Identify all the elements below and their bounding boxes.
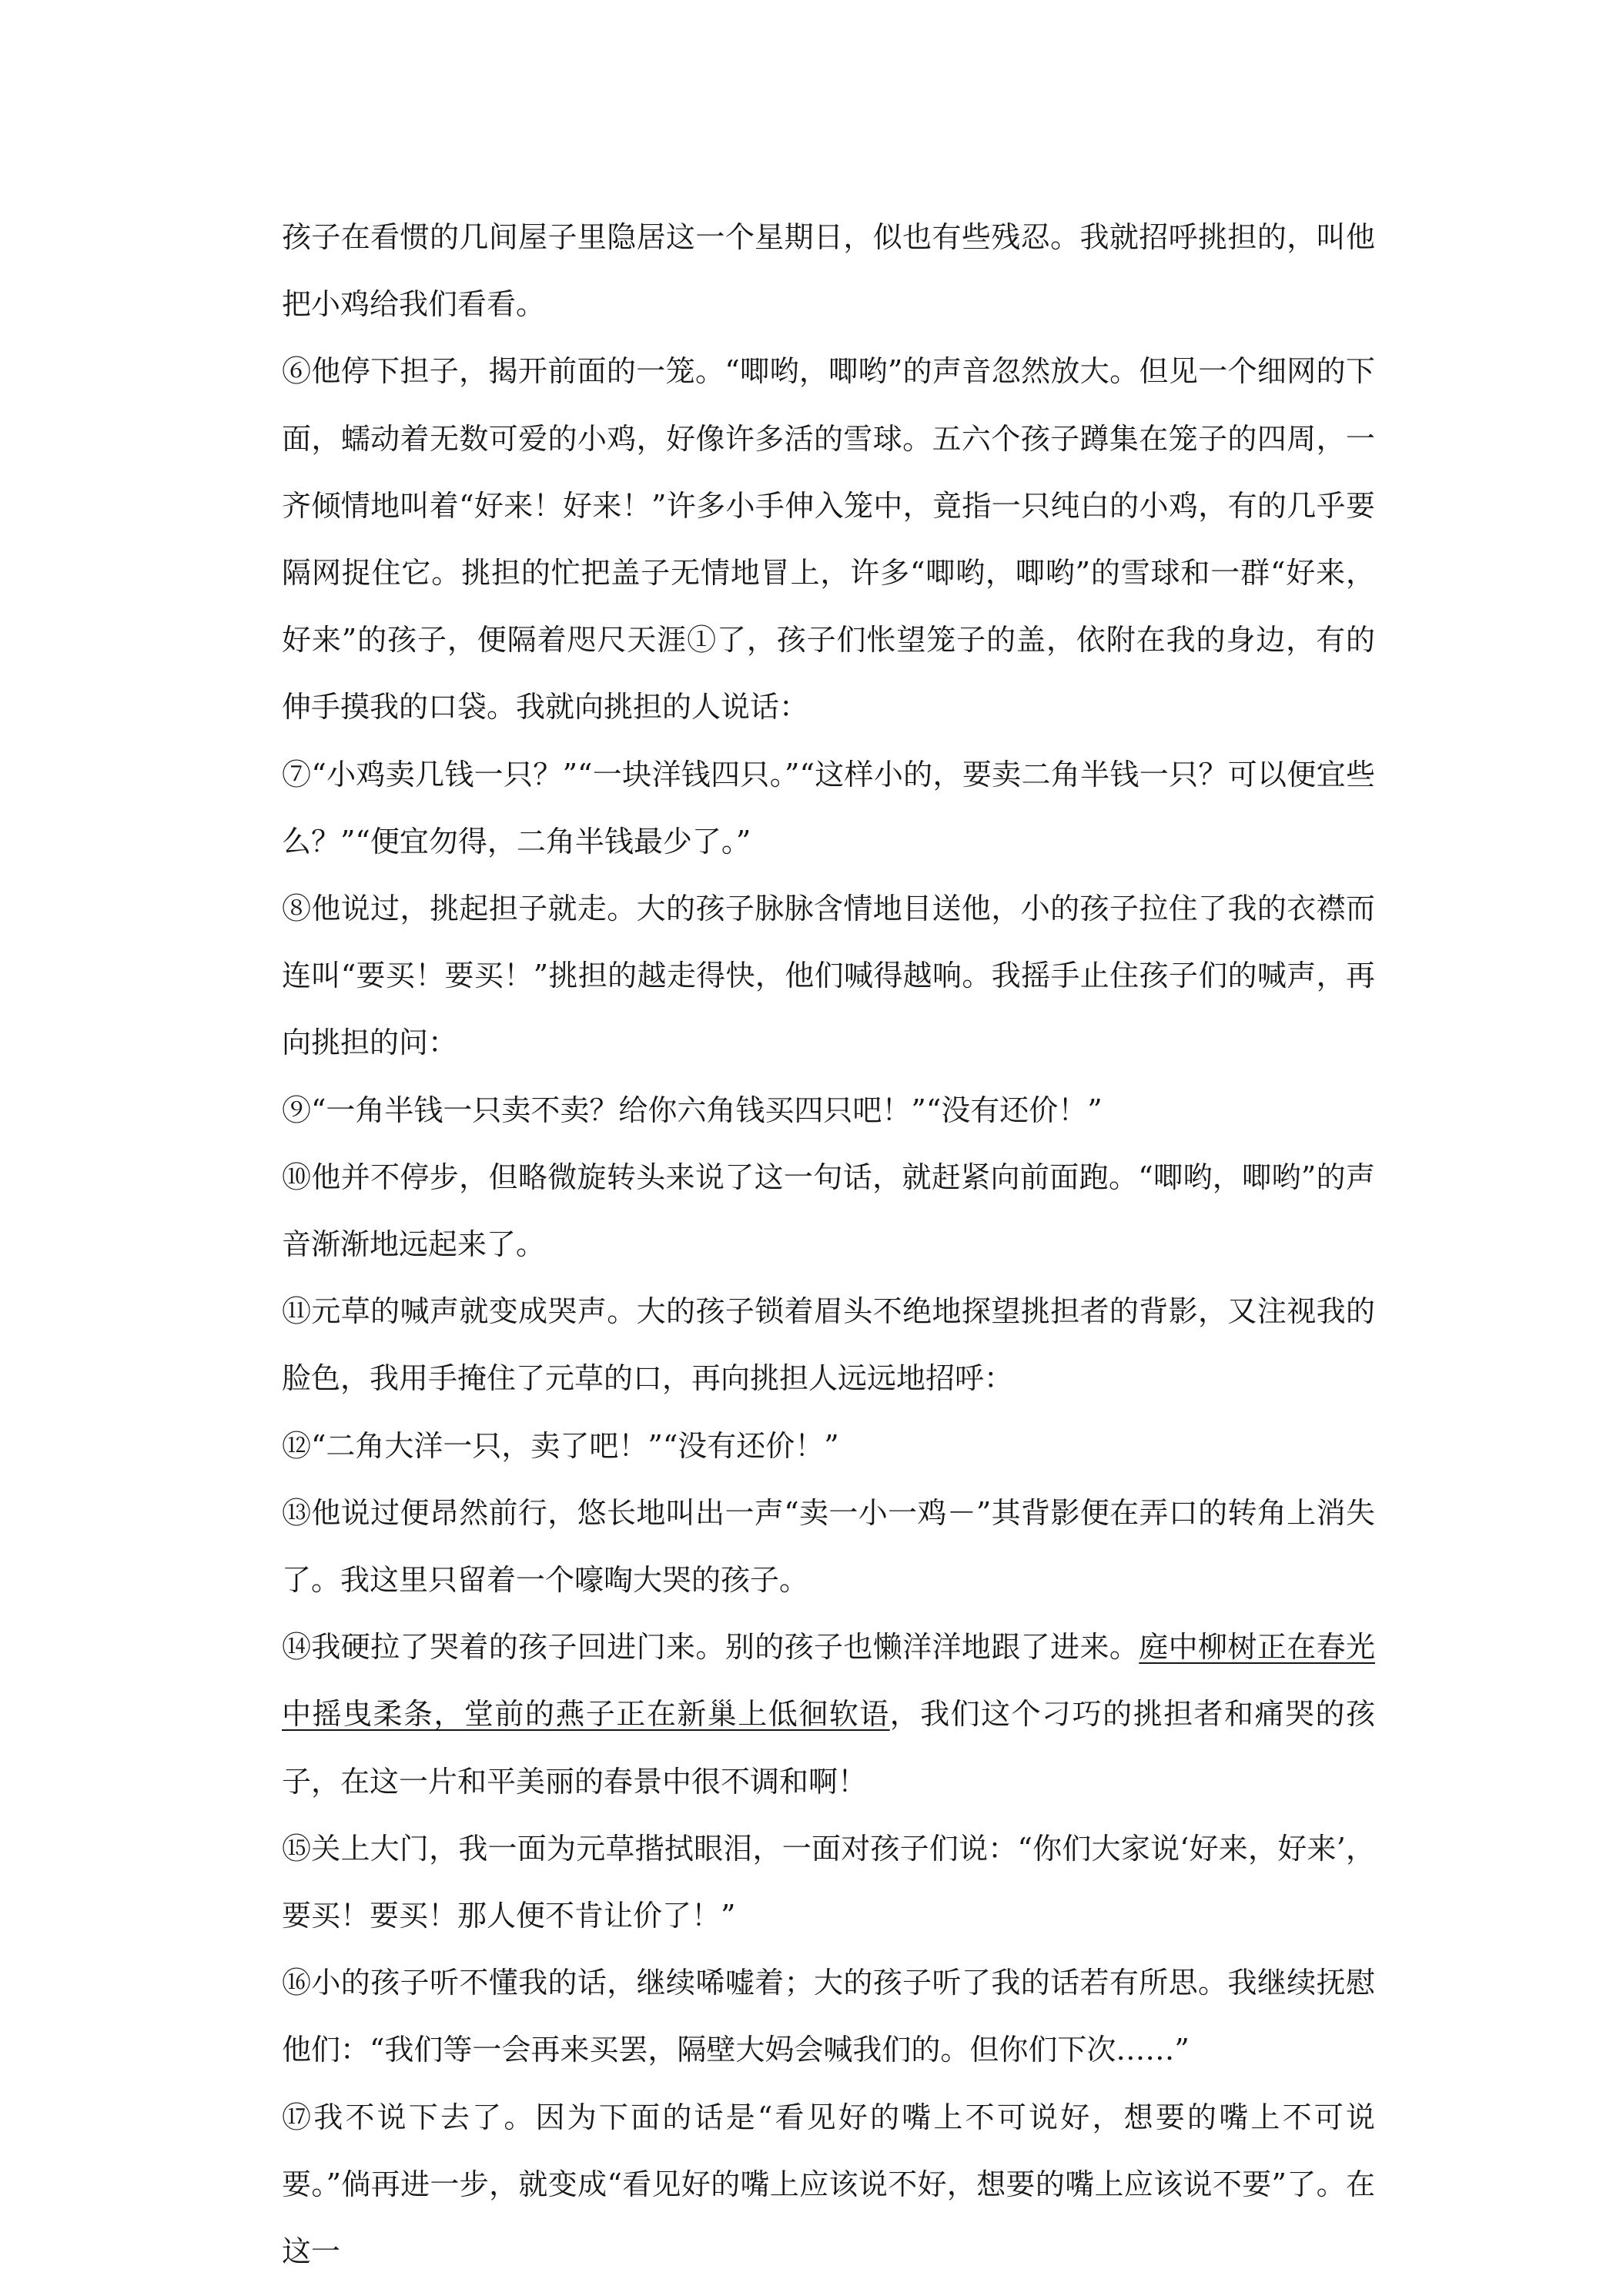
paragraph-11 <box>282 1278 1375 1412</box>
paragraph-9 <box>282 1077 1375 1144</box>
paragraph-text: ⑪元草的喊声就变成哭声。大的孩子锁着眉头不绝地探望挑担者的背影，又注视我的脸色，我用手掩住了元草的口，再向挑担人远远地招呼： <box>282 1294 1375 1396</box>
paragraph-continued <box>282 204 1375 338</box>
paragraph-text: ⑰我不说下去了。因为下面的话是“看见好的嘴上不可说好，想要的嘴上不可说要。”倘再进一步，就变成“看见好的嘴上应该说不好，想要的嘴上应该说不要”了。在这一 <box>282 2100 1375 2269</box>
paragraph-text: ⑦“小鸡卖几钱一只？”“一块洋钱四只。”“这样小的，要卖二角半钱一只？可以便宜些么？”“便宜勿得，二角半钱最少了。” <box>282 757 1375 858</box>
paragraph-text: ⑨“一角半钱一只卖不卖？给你六角钱买四只吧！”“没有还价！” <box>282 1093 1103 1127</box>
paragraph-8 <box>282 875 1375 1077</box>
paragraph-text: 孩子在看惯的几间屋子里隐居这一个星期日，似也有些残忍。我就招呼挑担的，叫他把小鸡给我们看看。 <box>282 220 1375 322</box>
paragraph-6 <box>282 338 1375 741</box>
paragraph-text: ⑬他说过便昂然前行，悠长地叫出一声“卖一小一鸡－”其背影便在弄口的转角上消失了。我这里只留着一个嚎啕大哭的孩子。 <box>282 1495 1375 1598</box>
article-body <box>282 204 1375 2285</box>
paragraph-text: ⑭我硬拉了哭着的孩子回进门来。别的孩子也懒洋洋地跟了进来。 <box>282 1630 1139 1665</box>
underlined-sentence: 庭中柳树正在春光中摇曳柔条，堂前的燕子正在新巢上低徊软语 <box>282 1630 1375 1732</box>
paragraph-text: ⑧他说过，挑起担子就走。大的孩子脉脉含情地目送他，小的孩子拉住了我的衣襟而连叫“要买！要买！”挑担的越走得快，他们喊得越响。我摇手止住孩子们的喊声，再向挑担的问： <box>282 892 1375 1060</box>
paragraph-text: ⑮关上大门，我一面为元草揩拭眼泪，一面对孩子们说：“你们大家说‘好来，好来’，要买！要买！那人便不肯让价了！” <box>282 1831 1375 1933</box>
paragraph-7 <box>282 741 1375 875</box>
paragraph-16 <box>282 1950 1375 2083</box>
paragraph-text: ⑥他停下担子，揭开前面的一笼。“唧哟，唧哟”的声音忽然放大。但见一个细网的下面，蠕动着无数可爱的小鸡，好像许多活的雪球。五六个孩子蹲集在笼子的四周，一齐倾情地叫着“好来！好来！”许多小手伸入笼中，竟指一只纯白的小鸡，有的几乎要隔网捉住它。挑担的忙把盖子无情地冒上，许多“唧哟，唧哟”的雪球和一群“好来，好来”的孩子，便隔着咫尺天涯①了，孩子们怅望笼子的盖，依附在我的身边，有的伸手摸我的口袋。我就向挑担的人说话： <box>282 354 1375 725</box>
paragraph-15 <box>282 1816 1375 1950</box>
paragraph-12 <box>282 1413 1375 1480</box>
paragraph-text: ⑩他并不停步，但略微旋转头来说了这一句话，就赶紧向前面跑。“唧哟，唧哟”的声音渐渐地远起来了。 <box>282 1160 1375 1262</box>
paragraph-10 <box>282 1144 1375 1278</box>
paragraph-text: ⑯小的孩子听不懂我的话，继续唏嘘着；大的孩子听了我的话若有所思。我继续抚慰他们：“我们等一会再来买罢，隔壁大妈会喊我们的。但你们下次……” <box>282 1966 1375 2067</box>
paragraph-17 <box>282 2084 1375 2286</box>
paragraph-13 <box>282 1480 1375 1614</box>
paragraph-text: ⑫“二角大洋一只，卖了吧！”“没有还价！” <box>282 1428 839 1463</box>
paragraph-14 <box>282 1614 1375 1816</box>
paragraph-text: ，我们这个刁巧的挑担者和痛哭的孩子，在这一片和平美丽的春景中很不调和啊！ <box>282 1697 1375 1799</box>
